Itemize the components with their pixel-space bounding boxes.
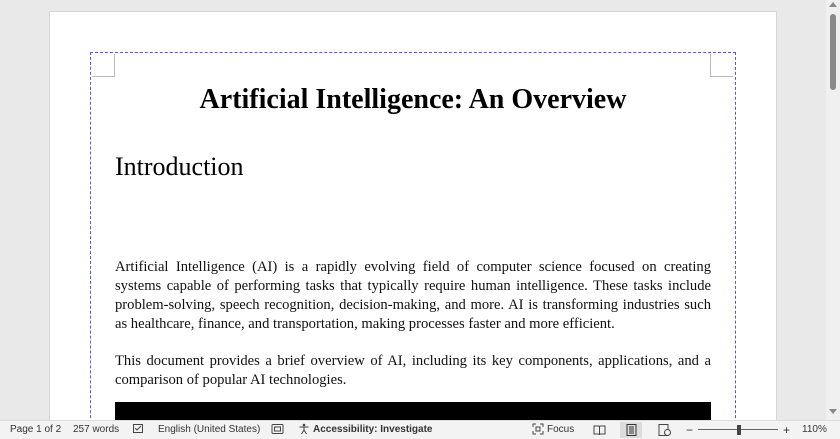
read-mode-button[interactable]	[588, 422, 610, 438]
read-mode-icon	[593, 425, 606, 436]
document-title[interactable]: Artificial Intelligence: An Overview	[199, 84, 627, 115]
paragraph-overview[interactable]: This document provides a brief overview of AI, including its key components, applications, and a comparison of popular AI technologies.	[115, 353, 711, 388]
paragraph-intro[interactable]: Artificial Intelligence (AI) is a rapidly evolving field of computer science focused on creating systems capable of performing tasks that typically require human intelligence. These tasks include problem-solving, speech recognition, decision-making, and more. AI is transforming industries such as healthcare, finance, and transportation, making processes faster and more efficient.	[115, 259, 711, 332]
vertical-scrollbar[interactable]	[826, 0, 840, 420]
focus-mode-icon[interactable]	[532, 423, 544, 435]
web-layout-icon	[658, 424, 671, 436]
focus-mode-button[interactable]: Focus	[547, 424, 575, 435]
word-count[interactable]: 257 words	[73, 424, 120, 435]
scroll-down-arrow-icon[interactable]	[829, 409, 837, 414]
proofing-icon[interactable]	[132, 423, 144, 435]
top-right-crop-mark	[710, 54, 733, 77]
section-heading[interactable]: Introduction	[115, 152, 244, 181]
web-layout-button[interactable]	[653, 422, 675, 438]
scroll-thumb[interactable]	[830, 14, 836, 90]
accessibility-status[interactable]: Accessibility: Investigate	[313, 424, 433, 435]
status-bar	[0, 420, 840, 439]
document-page[interactable]	[50, 12, 776, 420]
embedded-image[interactable]	[115, 402, 711, 420]
zoom-out-button[interactable]: −	[686, 423, 694, 437]
scroll-up-arrow-icon[interactable]	[829, 2, 837, 7]
zoom-level[interactable]: 110%	[802, 424, 827, 435]
text-predictions-icon[interactable]	[271, 423, 284, 435]
accessibility-icon[interactable]	[298, 423, 310, 435]
page-info[interactable]: Page 1 of 2	[10, 424, 62, 435]
print-layout-button[interactable]	[620, 422, 642, 438]
print-layout-icon	[626, 424, 637, 436]
zoom-in-button[interactable]: +	[783, 423, 791, 437]
language-indicator[interactable]: English (United States)	[158, 424, 261, 435]
zoom-slider-thumb[interactable]	[737, 425, 741, 435]
top-left-crop-mark	[92, 54, 115, 77]
